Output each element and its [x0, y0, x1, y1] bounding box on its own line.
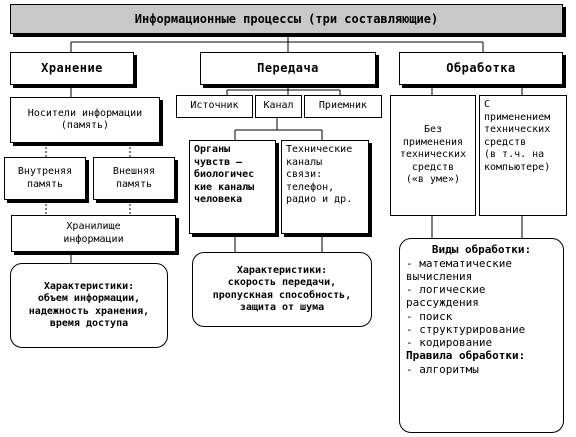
storage-media-box: Носители информации (память) [10, 97, 160, 143]
processing-with-tech-box: С применением технических средств (в т.ч. на компьютере) [479, 95, 567, 216]
storage-header: Хранение [10, 52, 134, 85]
list-item: - структурирование [406, 323, 557, 336]
biological-channels-box: Органы чувств – биологичес кие каналы человека [189, 140, 276, 234]
list-item: - поиск [406, 310, 557, 323]
processing-rules-header: Правила обработки: [406, 349, 526, 363]
processing-header: Обработка [399, 52, 563, 85]
transfer-characteristics-box: Характеристики: скорость передачи, пропускная способность, защита от шума [192, 252, 372, 327]
receiver-box: Приемник [304, 95, 382, 118]
page-title: Информационные процессы (три составляющие) [10, 4, 563, 34]
list-item: - алгоритмы [406, 363, 557, 376]
list-item: - математические вычисления [406, 257, 557, 283]
processing-types-header: Виды обработки: [431, 243, 532, 256]
external-memory-box: Внешняя память [93, 157, 175, 200]
list-item: - логические рассуждения [406, 283, 557, 309]
information-store-box: Хранилище информации [11, 215, 176, 252]
transfer-header: Передача [200, 52, 376, 85]
list-item: - кодирование [406, 336, 557, 349]
storage-characteristics-box: Характеристики: объем информации, надежность хранения, время доступа [10, 263, 168, 348]
internal-memory-box: Внутреняя память [4, 157, 86, 200]
technical-channels-box: Технические каналы связи: телефон, радио и др. [281, 140, 369, 234]
source-box: Источник [176, 95, 253, 118]
channel-box: Канал [255, 95, 302, 118]
processing-without-tech-box: Без применения технических средств («в уме») [390, 95, 476, 216]
processing-types-box [399, 238, 564, 433]
